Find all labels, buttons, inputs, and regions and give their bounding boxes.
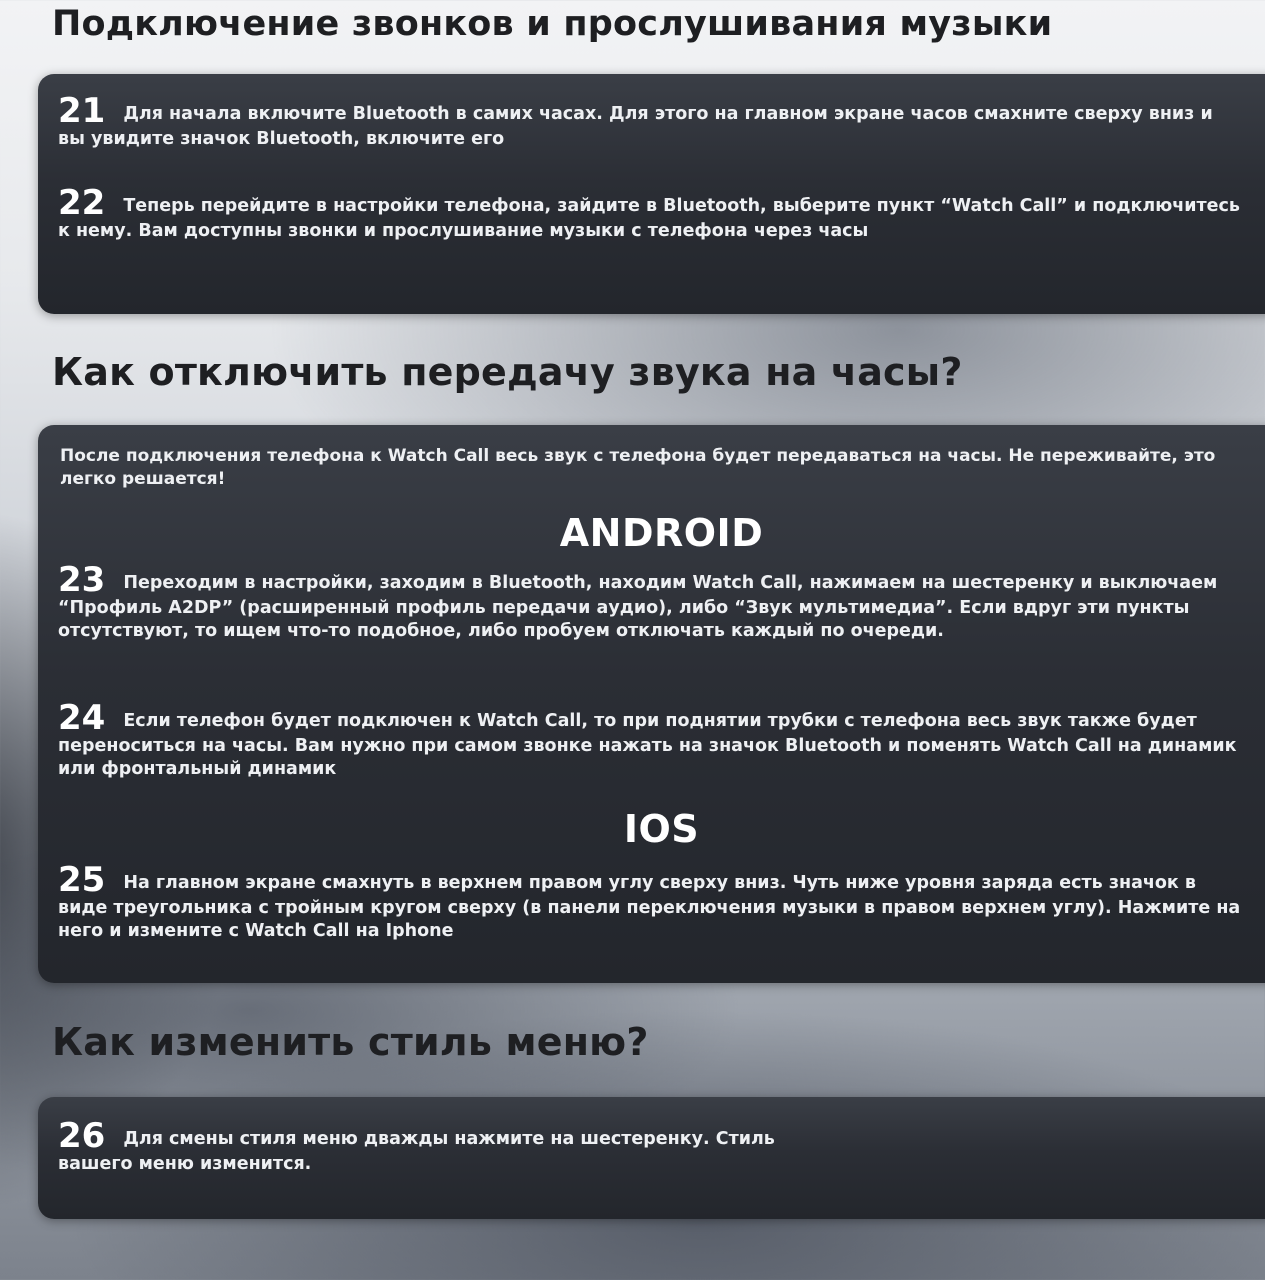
step-23 (58, 560, 1245, 644)
step-number: 21 (58, 91, 106, 131)
android-label: ANDROID (559, 511, 764, 555)
step-number: 24 (58, 698, 106, 738)
step-22 (58, 183, 1255, 243)
card-menu-style (38, 1097, 1265, 1219)
step-21 (58, 91, 1225, 151)
step-number: 26 (58, 1116, 106, 1156)
step-number: 22 (58, 183, 106, 223)
section-title-calls-music: Подключение звонков и прослушивания музыки (52, 4, 1053, 44)
section-title-disable-sound: Как отключить передачу звука на часы? (52, 350, 963, 394)
card-calls-music (38, 74, 1265, 314)
ios-label: IOS (623, 807, 700, 851)
intro-text: После подключения телефона к Watch Call весь звук с телефона будет передаваться на часы. Не переживайте, это легко решается! (60, 446, 1216, 490)
step-25 (58, 860, 1245, 944)
step-text: Переходим в настройки, заходим в Bluetooth, находим Watch Call, нажимаем на шестеренку и выключаем “Профиль A2DP” (расширенный профиль передачи аудио), либо “Звук мультимедиа”. Если вдруг эти пункты отсутствуют, то ищем что-то подобное, либо пробуем отключать каждый по очереди. (58, 573, 1218, 642)
step-text: Если телефон будет подключен к Watch Call, то при поднятии трубки с телефона весь звук также будет переноситься на часы. Вам нужно при самом звонке нажать на значок Bluetooth и поменять Watch Call на динамик или фронтальный динамик (58, 711, 1237, 780)
step-26 (58, 1116, 855, 1176)
step-text: Для начала включите Bluetooth в самих часах. Для этого на главном экране часов смахните сверху вниз и вы увидите значок Bluetooth, включите его (58, 104, 1213, 149)
step-number: 23 (58, 560, 106, 600)
step-24 (58, 698, 1245, 782)
step-number: 25 (58, 860, 106, 900)
step-text: На главном экране смахнуть в верхнем правом углу сверху вниз. Чуть ниже уровня заряда есть значок в виде треугольника с тройным кругом сверху (в панели переключения музыки в правом верхнем углу). Нажмите на него и измените с Watch Call на Iphone (58, 873, 1241, 942)
step-text: Теперь перейдите в настройки телефона, зайдите в Bluetooth, выберите пункт “Watch Call” и подключитесь к нему. Вам доступны звонки и прослушивание музыки с телефона через часы (58, 196, 1240, 241)
section-title-menu-style: Как изменить стиль меню? (52, 1020, 649, 1064)
step-text: Для смены стиля меню дважды нажмите на шестеренку. Стиль вашего меню изменится. (58, 1129, 775, 1174)
card-disable-sound (38, 425, 1265, 983)
